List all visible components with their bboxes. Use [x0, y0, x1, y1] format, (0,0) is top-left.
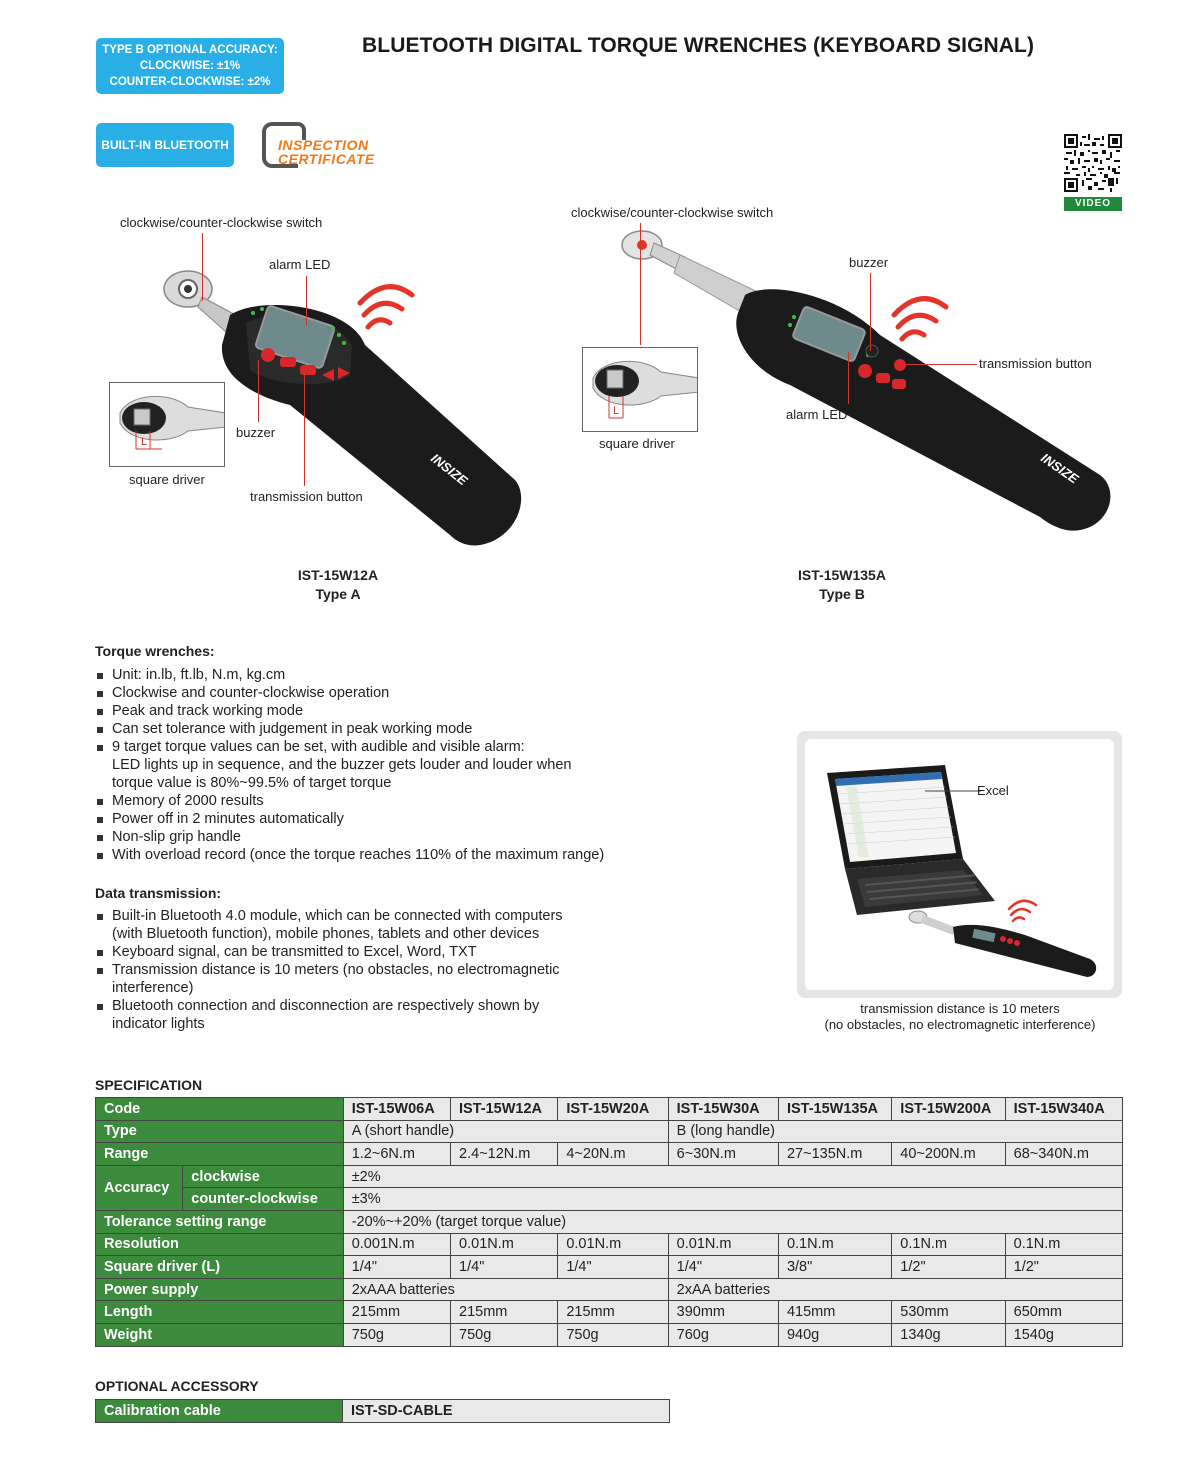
spec-code-4: IST-15W30A — [668, 1098, 778, 1121]
spec-length-7: 650mm — [1005, 1301, 1122, 1324]
specification-table — [95, 1097, 1123, 1347]
spec-code-3: IST-15W20A — [558, 1098, 668, 1121]
callout-b-transmission: transmission button — [979, 356, 1092, 371]
spec-power-b: 2xAA batteries — [668, 1278, 1122, 1301]
callout-b-buzzer: buzzer — [849, 255, 889, 270]
spec-range-1: 1.2~6N.m — [343, 1143, 450, 1166]
spec-weight-1: 750g — [343, 1323, 450, 1346]
spec-driver-6: 1/2" — [892, 1256, 1005, 1279]
spec-label-clockwise: clockwise — [183, 1165, 343, 1188]
spec-resolution-6: 0.1N.m — [892, 1233, 1005, 1256]
excel-label: Excel — [977, 783, 1009, 798]
transmission-feature-item: Keyboard signal, can be transmitted to Excel, Word, TXT — [96, 943, 736, 961]
cert-line-1: INSPECTION — [278, 137, 369, 153]
spec-code-6: IST-15W200A — [892, 1098, 1005, 1121]
spec-driver-7: 1/2" — [1005, 1256, 1122, 1279]
driver-mark-a: L — [141, 436, 148, 448]
spec-row-square-driver — [96, 1256, 1123, 1279]
accessory-code: IST-SD-CABLE — [343, 1400, 670, 1423]
spec-code-5: IST-15W135A — [778, 1098, 891, 1121]
accessory-table — [95, 1399, 670, 1423]
model-a-code: IST-15W12A — [297, 567, 379, 583]
driver-mark-b: L — [613, 405, 620, 417]
spec-label-type: Type — [96, 1120, 344, 1143]
feature-item: Power off in 2 minutes automatically — [96, 810, 736, 828]
spec-weight-2: 750g — [451, 1323, 558, 1346]
bluetooth-badge: BUILT-IN BLUETOOTH — [96, 123, 234, 167]
spec-label-accuracy: Accuracy — [96, 1165, 183, 1210]
spec-length-6: 530mm — [892, 1301, 1005, 1324]
spec-resolution-5: 0.1N.m — [778, 1233, 891, 1256]
transmission-feature-item: Built-in Bluetooth 4.0 module, which can be connected with computers (with Bluetooth function), mobile phones, tablets and other devices — [96, 907, 736, 943]
spec-driver-2: 1/4" — [451, 1256, 558, 1279]
qr-code-video[interactable] — [1064, 134, 1122, 209]
spec-code-2: IST-15W12A — [451, 1098, 558, 1121]
spec-resolution-7: 0.1N.m — [1005, 1233, 1122, 1256]
accessory-row — [96, 1400, 670, 1423]
spec-accuracy-cw: ±2% — [343, 1165, 1122, 1188]
spec-row-accuracy-ccw — [96, 1188, 1123, 1211]
model-b-code: IST-15W135A — [798, 567, 886, 583]
feature-item: 9 target torque values can be set, with audible and visible alarm: LED lights up in sequence, and the buzzer gets louder and louder when torque value is 80%~99.5% of target torque — [96, 738, 736, 792]
spec-type-a: A (short handle) — [343, 1120, 668, 1143]
model-caption-b — [742, 566, 942, 604]
accessory-label: Calibration cable — [96, 1400, 343, 1423]
spec-label-tolerance: Tolerance setting range — [96, 1210, 344, 1233]
spec-resolution-1: 0.001N.m — [343, 1233, 450, 1256]
spec-row-code — [96, 1098, 1123, 1121]
callout-a-buzzer: buzzer — [236, 425, 276, 440]
spec-driver-3: 1/4" — [558, 1256, 668, 1279]
spec-range-4: 6~30N.m — [668, 1143, 778, 1166]
spec-label-square-driver: Square driver (L) — [96, 1256, 344, 1279]
spec-length-5: 415mm — [778, 1301, 891, 1324]
spec-tolerance: -20%~+20% (target torque value) — [343, 1210, 1122, 1233]
spec-length-4: 390mm — [668, 1301, 778, 1324]
spec-weight-3: 750g — [558, 1323, 668, 1346]
spec-label-counter-clockwise: counter-clockwise — [183, 1188, 343, 1211]
spec-type-b: B (long handle) — [668, 1120, 1122, 1143]
spec-driver-4: 1/4" — [668, 1256, 778, 1279]
spec-code-1: IST-15W06A — [343, 1098, 450, 1121]
callout-b-alarm-led: alarm LED — [786, 407, 848, 422]
spec-resolution-3: 0.01N.m — [558, 1233, 668, 1256]
laptop-figure — [797, 731, 1122, 998]
spec-row-range — [96, 1143, 1123, 1166]
spec-weight-4: 760g — [668, 1323, 778, 1346]
qr-video-label: VIDEO — [1064, 197, 1122, 211]
spec-resolution-2: 0.01N.m — [451, 1233, 558, 1256]
spec-row-type — [96, 1120, 1123, 1143]
accuracy-badge — [96, 38, 284, 94]
model-caption-a — [238, 566, 438, 604]
cert-line-2: CERTIFICATE — [278, 151, 375, 167]
spec-accuracy-ccw: ±3% — [343, 1188, 1122, 1211]
feature-item: Memory of 2000 results — [96, 792, 736, 810]
spec-range-7: 68~340N.m — [1005, 1143, 1122, 1166]
data-transmission-list — [96, 907, 736, 1033]
callout-a-transmission: transmission button — [250, 489, 363, 504]
feature-item: With overload record (once the torque reaches 110% of the maximum range) — [96, 846, 736, 864]
callout-b-switch: clockwise/counter-clockwise switch — [571, 205, 774, 220]
callout-a-alarm-led: alarm LED — [269, 257, 331, 272]
model-b-type: Type B — [819, 586, 865, 602]
spec-driver-1: 1/4" — [343, 1256, 450, 1279]
feature-item: Clockwise and counter-clockwise operation — [96, 684, 736, 702]
transmission-feature-item: Bluetooth connection and disconnection are respectively shown by indicator lights — [96, 997, 736, 1033]
model-a-type: Type A — [315, 586, 361, 602]
inspection-certificate-logo — [262, 122, 404, 170]
spec-length-3: 215mm — [558, 1301, 668, 1324]
features-list — [96, 666, 736, 864]
spec-label-power: Power supply — [96, 1278, 344, 1301]
spec-range-5: 27~135N.m — [778, 1143, 891, 1166]
spec-length-1: 215mm — [343, 1301, 450, 1324]
feature-item: Can set tolerance with judgement in peak working mode — [96, 720, 736, 738]
spec-range-3: 4~20N.m — [558, 1143, 668, 1166]
square-driver-inset-b — [582, 347, 698, 432]
spec-resolution-4: 0.01N.m — [668, 1233, 778, 1256]
accuracy-badge-line-2: CLOCKWISE: ±1% — [139, 60, 241, 72]
square-driver-inset-a — [109, 382, 225, 467]
spec-row-power — [96, 1278, 1123, 1301]
spec-row-accuracy-cw — [96, 1165, 1123, 1188]
data-transmission-heading: Data transmission: — [95, 885, 222, 901]
spec-code-7: IST-15W340A — [1005, 1098, 1122, 1121]
laptop-caption-line-1: transmission distance is 10 meters — [860, 1001, 1060, 1016]
spec-range-2: 2.4~12N.m — [451, 1143, 558, 1166]
spec-row-resolution — [96, 1233, 1123, 1256]
transmission-feature-item: Transmission distance is 10 meters (no obstacles, no electromagnetic interference) — [96, 961, 736, 997]
callout-a-square-driver: square driver — [129, 472, 205, 487]
spec-row-tolerance — [96, 1210, 1123, 1233]
accessory-heading: OPTIONAL ACCESSORY — [95, 1378, 259, 1394]
qr-code-icon — [1064, 134, 1122, 192]
feature-item: Unit: in.lb, ft.lb, N.m, kg.cm — [96, 666, 736, 684]
feature-item: Non-slip grip handle — [96, 828, 736, 846]
page-title: BLUETOOTH DIGITAL TORQUE WRENCHES (KEYBOARD SIGNAL) — [362, 34, 1035, 57]
brand-logo-a: INSIZE — [428, 450, 471, 489]
accuracy-badge-line-3: COUNTER-CLOCKWISE: ±2% — [109, 76, 271, 88]
spec-label-code: Code — [96, 1098, 344, 1121]
spec-label-length: Length — [96, 1301, 344, 1324]
laptop-caption-line-2: (no obstacles, no electromagnetic interference) — [824, 1017, 1096, 1032]
spec-label-weight: Weight — [96, 1323, 344, 1346]
laptop-caption — [800, 1001, 1120, 1033]
spec-range-6: 40~200N.m — [892, 1143, 1005, 1166]
feature-item: Peak and track working mode — [96, 702, 736, 720]
spec-length-2: 215mm — [451, 1301, 558, 1324]
spec-weight-6: 1340g — [892, 1323, 1005, 1346]
spec-power-a: 2xAAA batteries — [343, 1278, 668, 1301]
spec-row-weight — [96, 1323, 1123, 1346]
spec-weight-7: 1540g — [1005, 1323, 1122, 1346]
spec-label-range: Range — [96, 1143, 344, 1166]
callout-a-switch: clockwise/counter-clockwise switch — [120, 215, 323, 230]
spec-label-resolution: Resolution — [96, 1233, 344, 1256]
features-heading: Torque wrenches: — [95, 643, 215, 659]
callout-b-square-driver: square driver — [599, 436, 675, 451]
accuracy-badge-line-1: TYPE B OPTIONAL ACCURACY: — [102, 44, 278, 56]
brand-logo-b: INSIZE — [1038, 450, 1082, 487]
specification-heading: SPECIFICATION — [95, 1077, 203, 1093]
spec-weight-5: 940g — [778, 1323, 891, 1346]
spec-driver-5: 3/8" — [778, 1256, 891, 1279]
spec-row-length — [96, 1301, 1123, 1324]
